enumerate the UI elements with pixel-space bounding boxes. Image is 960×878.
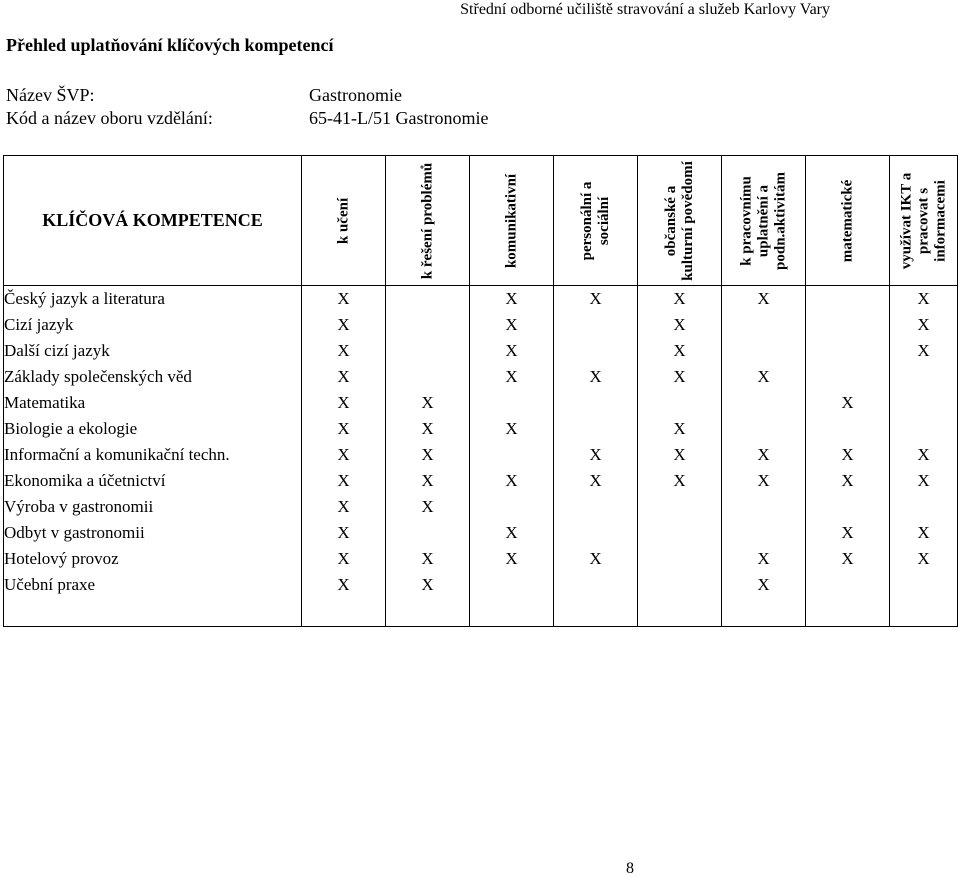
competency-mark: X	[638, 468, 722, 494]
competency-mark: X	[722, 442, 806, 468]
competency-header	[386, 156, 470, 286]
empty-cell	[302, 598, 386, 627]
competency-mark: X	[386, 572, 470, 598]
empty-cell	[890, 598, 958, 627]
competency-mark	[722, 494, 806, 520]
competency-mark	[386, 364, 470, 390]
competency-mark: X	[554, 364, 638, 390]
competency-mark	[806, 338, 890, 364]
competency-mark	[890, 494, 958, 520]
competency-mark: X	[722, 286, 806, 313]
competency-header	[890, 156, 958, 286]
competency-mark	[638, 390, 722, 416]
competency-mark	[638, 572, 722, 598]
competency-mark	[554, 416, 638, 442]
competency-mark	[638, 520, 722, 546]
competency-mark	[638, 494, 722, 520]
key-competence-header: KLÍČOVÁ KOMPETENCE	[4, 156, 302, 286]
table-row	[4, 468, 958, 494]
competency-mark: X	[890, 312, 958, 338]
competency-mark: X	[302, 416, 386, 442]
competency-mark: X	[302, 572, 386, 598]
subject-cell: Informační a komunikační techn.	[4, 442, 302, 468]
competency-mark: X	[386, 494, 470, 520]
table-spacer-row	[4, 598, 958, 627]
competency-mark: X	[638, 338, 722, 364]
empty-cell	[638, 598, 722, 627]
table-row	[4, 364, 958, 390]
competency-mark: X	[386, 442, 470, 468]
subject-cell: Český jazyk a literatura	[4, 286, 302, 313]
competency-mark	[722, 312, 806, 338]
competency-mark: X	[470, 286, 554, 313]
competency-mark	[386, 338, 470, 364]
competency-label: matematické	[839, 179, 855, 262]
empty-cell	[722, 598, 806, 627]
competency-mark	[806, 494, 890, 520]
competency-mark	[890, 416, 958, 442]
competency-mark: X	[638, 312, 722, 338]
competency-mark: X	[722, 364, 806, 390]
subject-cell: Matematika	[4, 390, 302, 416]
competency-mark: X	[806, 442, 890, 468]
subject-cell: Ekonomika a účetnictví	[4, 468, 302, 494]
competency-mark: X	[302, 442, 386, 468]
table-body	[4, 286, 958, 627]
competency-header	[554, 156, 638, 286]
empty-cell	[470, 598, 554, 627]
school-name: Střední odborné učiliště stravování a služeb Karlovy Vary	[460, 1, 830, 18]
obor-label: Kód a název oboru vzdělání:	[6, 108, 213, 128]
competency-mark: X	[638, 442, 722, 468]
competency-mark: X	[806, 546, 890, 572]
competency-mark: X	[386, 546, 470, 572]
competency-mark: X	[470, 520, 554, 546]
competency-mark	[554, 338, 638, 364]
competency-mark	[806, 286, 890, 313]
competency-mark: X	[890, 286, 958, 313]
table-row	[4, 338, 958, 364]
competency-mark: X	[806, 520, 890, 546]
competency-header	[638, 156, 722, 286]
competency-mark: X	[302, 494, 386, 520]
subject-cell: Biologie a ekologie	[4, 416, 302, 442]
empty-cell	[554, 598, 638, 627]
competency-mark	[554, 312, 638, 338]
competency-mark	[554, 520, 638, 546]
competency-mark	[722, 520, 806, 546]
subject-cell: Cizí jazyk	[4, 312, 302, 338]
competency-header	[302, 156, 386, 286]
competency-mark	[386, 286, 470, 313]
competency-mark	[890, 364, 958, 390]
empty-cell	[806, 598, 890, 627]
subject-cell: Učební praxe	[4, 572, 302, 598]
competency-mark: X	[806, 468, 890, 494]
competency-mark: X	[386, 416, 470, 442]
competency-mark: X	[890, 442, 958, 468]
competency-mark: X	[638, 416, 722, 442]
competency-mark: X	[470, 468, 554, 494]
competency-mark	[386, 520, 470, 546]
competency-label: komunikativní	[503, 173, 519, 268]
competency-mark	[722, 390, 806, 416]
page-number: 8	[626, 860, 634, 877]
competency-mark: X	[470, 312, 554, 338]
competency-label: k řešení problémů	[419, 162, 435, 279]
competency-table	[3, 155, 958, 627]
competency-label: k učení	[335, 197, 351, 244]
competency-mark	[470, 572, 554, 598]
table-row	[4, 442, 958, 468]
competency-mark	[554, 494, 638, 520]
competency-mark	[386, 312, 470, 338]
svp-value: Gastronomie	[309, 85, 402, 105]
competency-mark: X	[302, 468, 386, 494]
competency-mark: X	[890, 468, 958, 494]
competency-label: personální a sociální	[578, 181, 612, 260]
competency-mark: X	[638, 364, 722, 390]
competency-mark	[722, 416, 806, 442]
competency-mark: X	[722, 572, 806, 598]
subject-cell: Další cizí jazyk	[4, 338, 302, 364]
subject-cell: Výroba v gastronomii	[4, 494, 302, 520]
subject-cell: Hotelový provoz	[4, 546, 302, 572]
competency-mark: X	[386, 468, 470, 494]
competency-header	[722, 156, 806, 286]
competency-mark	[554, 572, 638, 598]
competency-mark	[638, 546, 722, 572]
competency-mark: X	[302, 520, 386, 546]
competency-mark: X	[890, 546, 958, 572]
competency-mark: X	[302, 286, 386, 313]
table-row	[4, 416, 958, 442]
competency-mark: X	[470, 416, 554, 442]
table-row	[4, 520, 958, 546]
competency-mark: X	[890, 520, 958, 546]
obor-value: 65-41-L/51 Gastronomie	[309, 108, 489, 128]
competency-mark	[890, 572, 958, 598]
competency-mark: X	[554, 546, 638, 572]
competency-mark	[806, 416, 890, 442]
competency-mark	[806, 572, 890, 598]
competency-mark: X	[386, 390, 470, 416]
table-row	[4, 312, 958, 338]
competency-mark: X	[638, 286, 722, 313]
competency-label: občanské a kulturní povědomí	[662, 160, 696, 281]
competency-mark: X	[806, 390, 890, 416]
table-row	[4, 390, 958, 416]
competency-label: využívat IKT a pracovat s informacemi	[898, 172, 948, 269]
table-row	[4, 546, 958, 572]
competency-mark: X	[470, 338, 554, 364]
empty-cell	[4, 598, 302, 627]
table-header-row	[4, 156, 958, 286]
competency-mark: X	[470, 546, 554, 572]
table-row	[4, 494, 958, 520]
table-row	[4, 572, 958, 598]
competency-mark	[806, 364, 890, 390]
competency-mark: X	[722, 468, 806, 494]
competency-header	[470, 156, 554, 286]
competency-mark	[470, 390, 554, 416]
competency-mark: X	[554, 468, 638, 494]
subject-cell: Základy společenských věd	[4, 364, 302, 390]
competency-mark	[554, 390, 638, 416]
table-row	[4, 286, 958, 313]
competency-mark: X	[722, 546, 806, 572]
competency-mark: X	[302, 312, 386, 338]
document-title: Přehled uplatňování klíčových kompetencí	[6, 35, 334, 55]
competency-mark	[470, 442, 554, 468]
competency-label: k pracovnímu uplatnění a podn.aktivitám	[738, 171, 788, 270]
competency-mark: X	[302, 364, 386, 390]
competency-mark: X	[302, 546, 386, 572]
svp-label: Název ŠVP:	[6, 85, 95, 105]
competency-mark: X	[554, 442, 638, 468]
competency-mark: X	[302, 390, 386, 416]
competency-header	[806, 156, 890, 286]
competency-mark	[806, 312, 890, 338]
subject-cell: Odbyt v gastronomii	[4, 520, 302, 546]
competency-mark: X	[890, 338, 958, 364]
competency-mark	[470, 494, 554, 520]
competency-mark	[722, 338, 806, 364]
empty-cell	[386, 598, 470, 627]
competency-mark: X	[302, 338, 386, 364]
competency-mark: X	[554, 286, 638, 313]
competency-mark: X	[470, 364, 554, 390]
competency-mark	[890, 390, 958, 416]
